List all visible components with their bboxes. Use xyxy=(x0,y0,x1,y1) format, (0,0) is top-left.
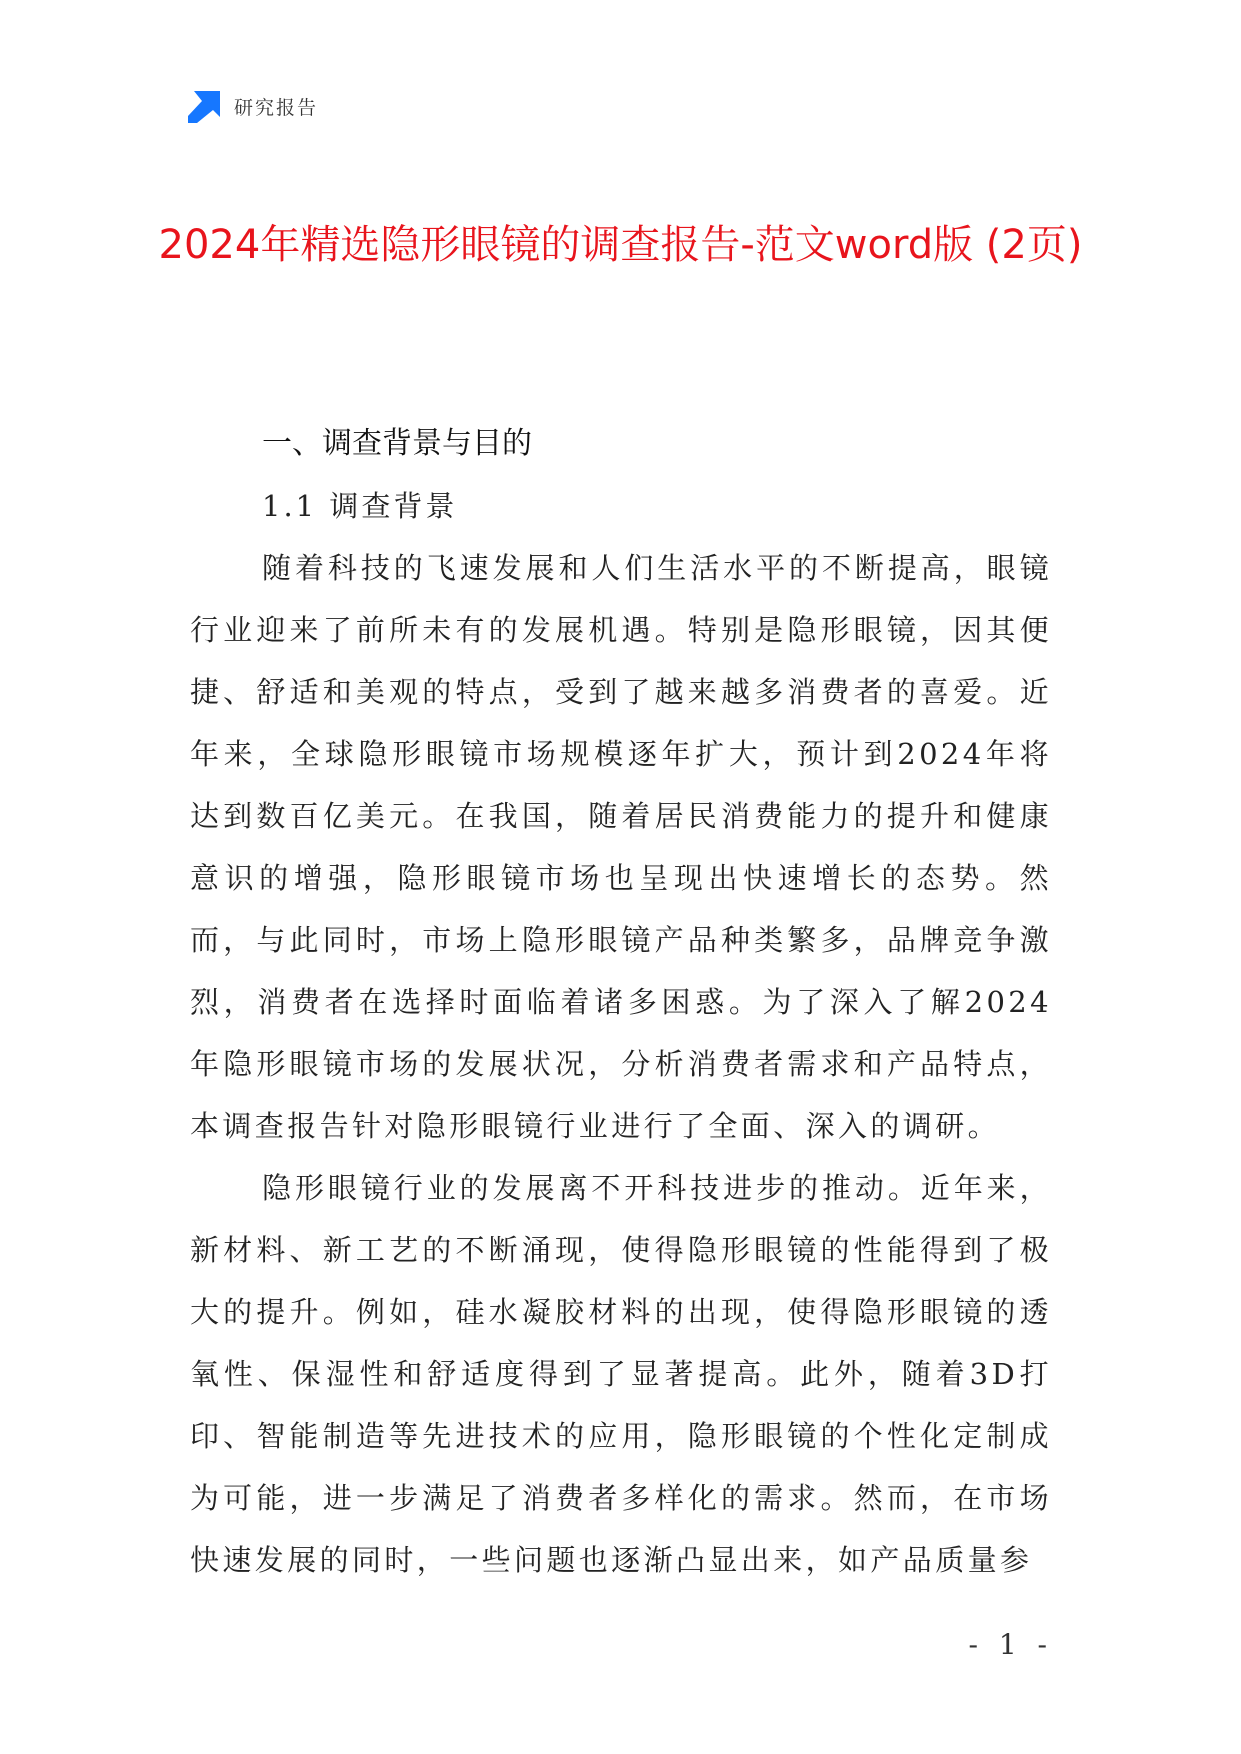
body-paragraph: 随着科技的飞速发展和人们生活水平的不断提高，眼镜行业迎来了前所未有的发展机遇。特别是隐形眼镜，因其便捷、舒适和美观的特点，受到了越来越多消费者的喜爱。近年来，全球隐形眼镜市场规模逐年扩大，预计到2024年将达到数百亿美元。在我国，随着居民消费能力的提升和健康意识的增强，隐形眼镜市场也呈现出快速增长的态势。然而，与此同时，市场上隐形眼镜产品种类繁多，品牌竞争激烈，消费者在选择时面临着诸多困惑。为了深入了解2024年隐形眼镜市场的发展状况，分析消费者需求和产品特点，本调查报告针对隐形眼镜行业进行了全面、深入的调研。 xyxy=(190,551,1052,1143)
arrow-up-right-icon xyxy=(188,89,222,123)
body-paragraph: 隐形眼镜行业的发展离不开科技进步的推动。近年来，新材料、新工艺的不断涌现，使得隐形眼镜的性能得到了极大的提升。例如，硅水凝胶材料的出现，使得隐形眼镜的透氧性、保湿性和舒适度得到了显著提高。此外，随着3D打印、智能制造等先进技术的应用，隐形眼镜的个性化定制成为可能，进一步满足了消费者多样化的需求。然而，在市场快速发展的同时，一些问题也逐渐凸显出来，如产品质量参 xyxy=(190,1171,1052,1577)
page-number: - 1 - xyxy=(968,1628,1053,1661)
report-header xyxy=(188,88,318,124)
document-title: 2024年精选隐形眼镜的调查报告-范文word版 (2页) xyxy=(158,222,1083,268)
header-label: 研究报告 xyxy=(234,96,319,119)
section-heading: 一、调查背景与目的 xyxy=(262,426,532,461)
subsection-heading: 1.1 调查背景 xyxy=(262,489,458,523)
document-body xyxy=(190,413,1052,1591)
